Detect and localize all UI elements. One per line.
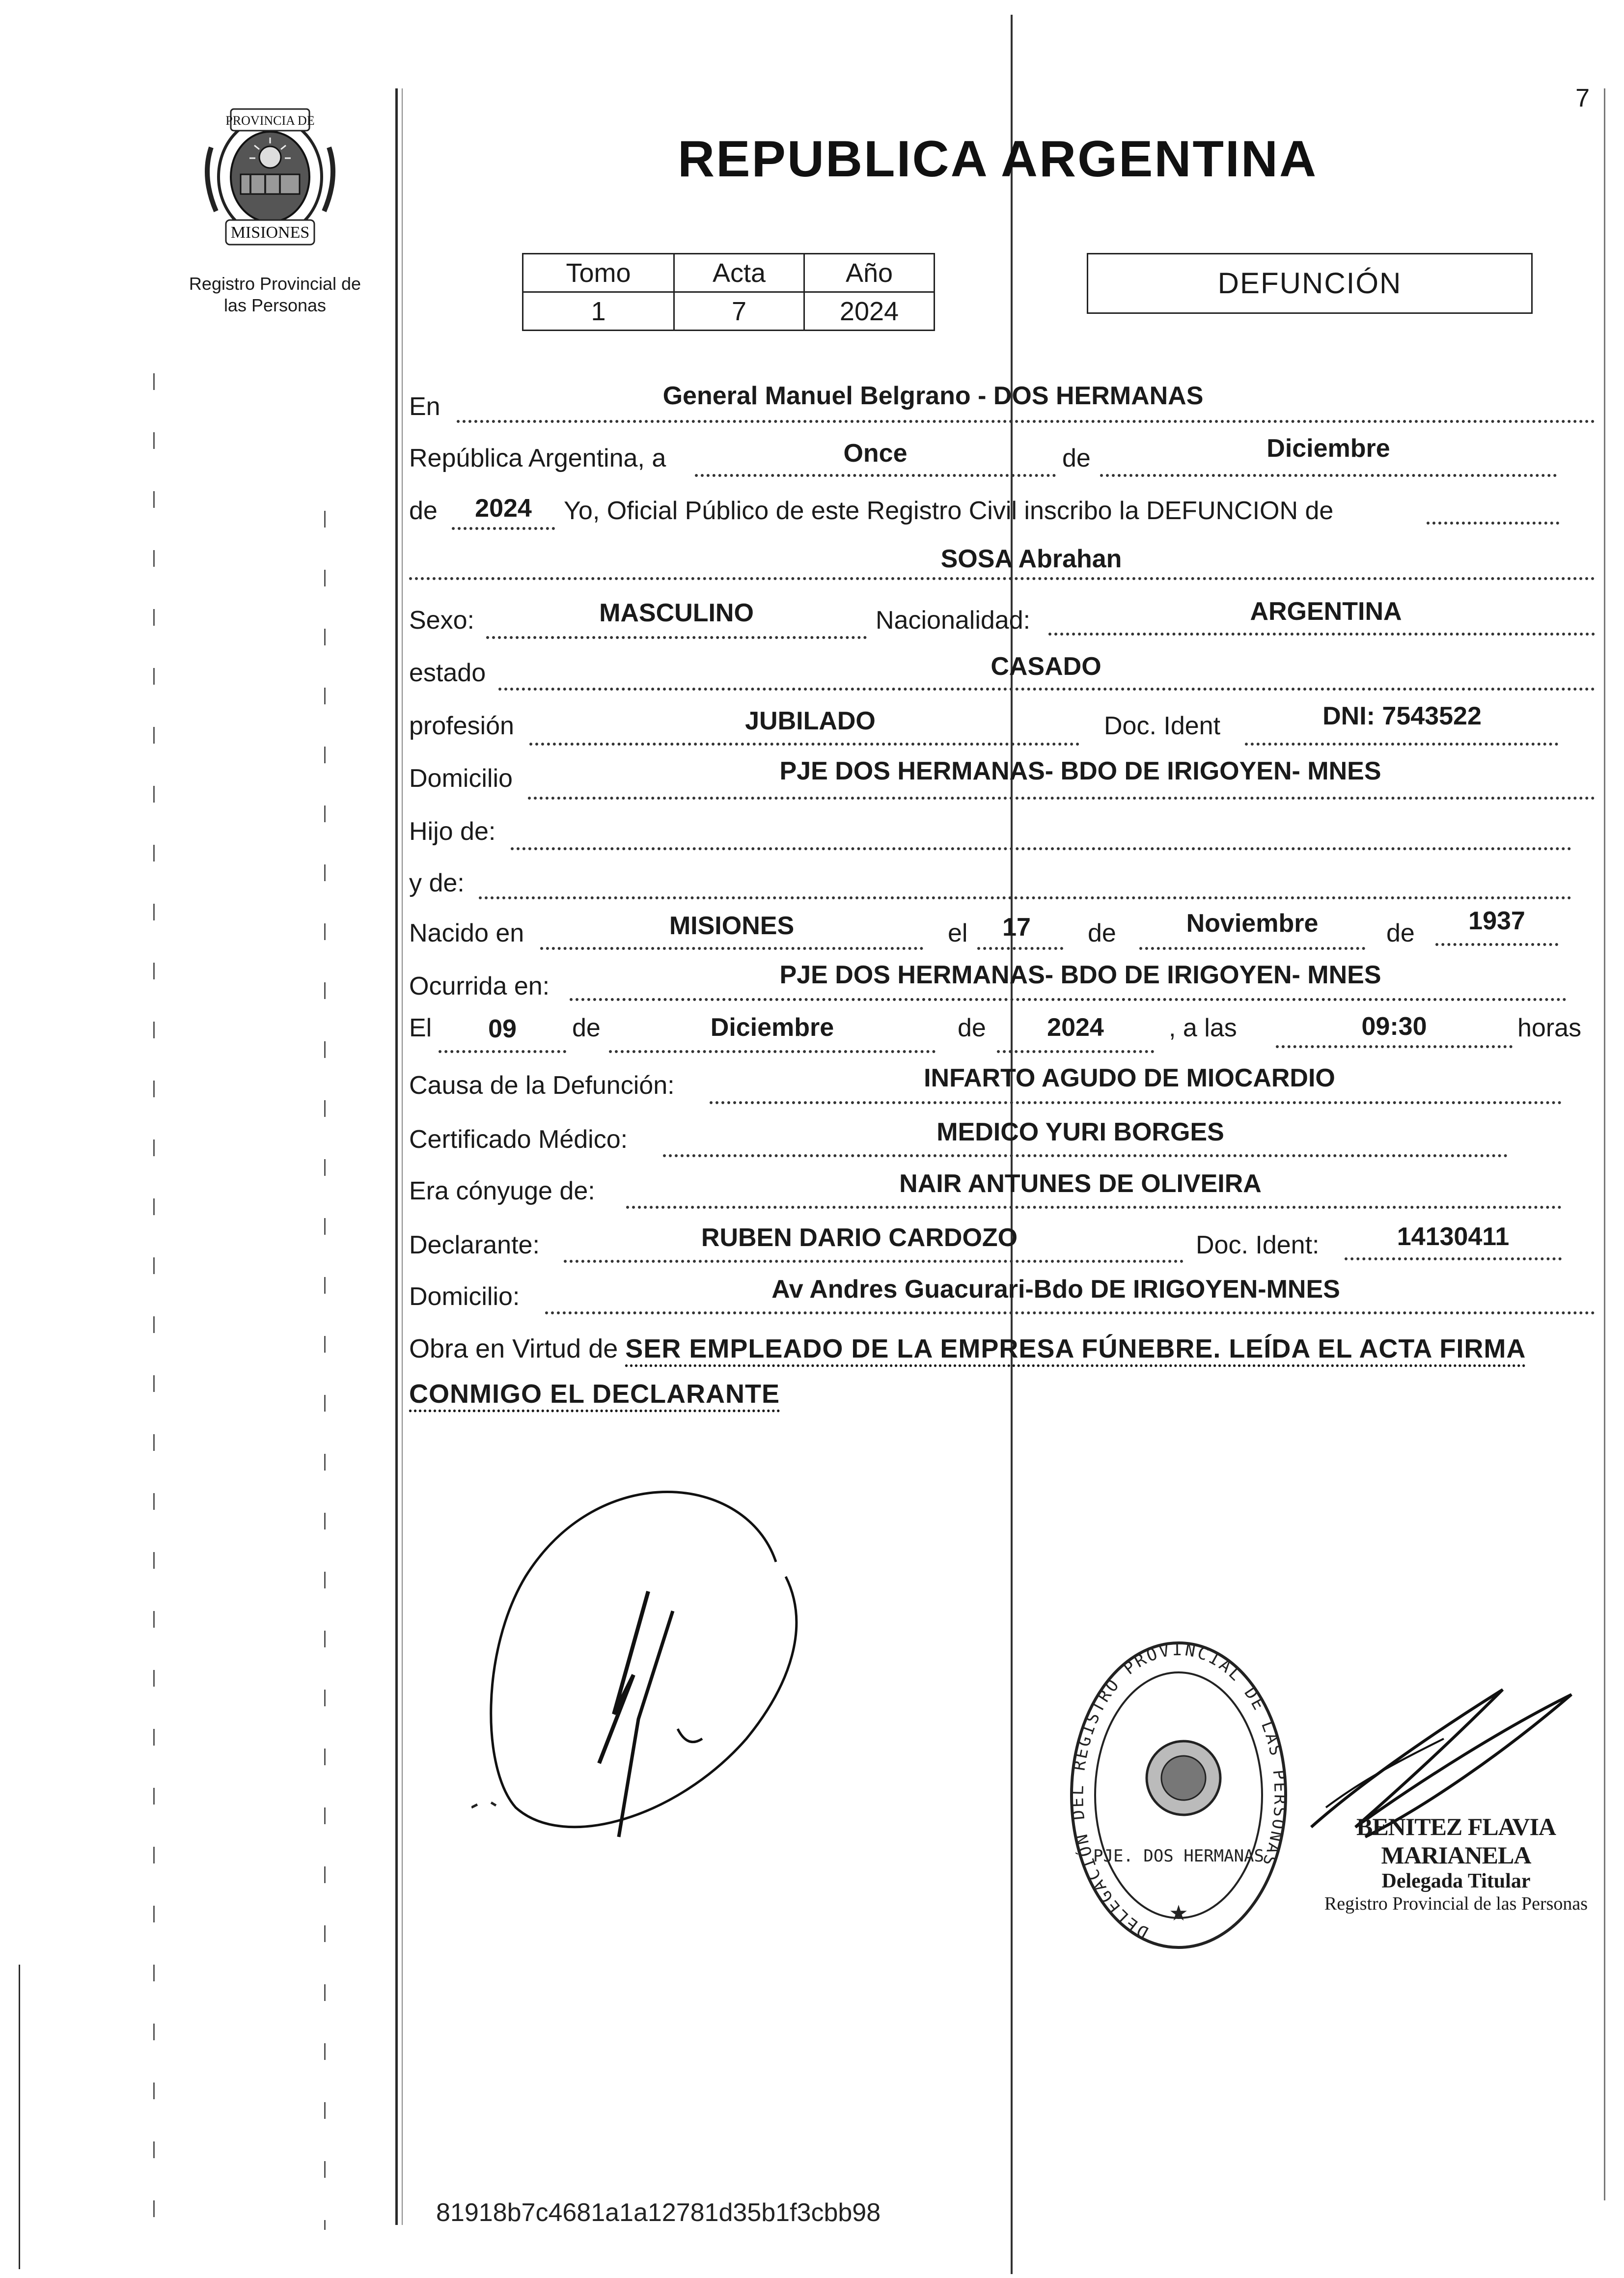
declarant-signature [471, 1464, 825, 1847]
nacido-year-value: 1937 [1468, 907, 1525, 935]
registry-label [167, 273, 383, 316]
year-line-text: Yo, Oficial Público de este Registro Civil inscribo la DEFUNCION de [564, 497, 1334, 525]
year-value: 2024 [475, 494, 532, 523]
official-name-block [1284, 1812, 1624, 1915]
year-line-trailing-dots [1427, 522, 1559, 525]
republica-de-label: de [1062, 444, 1091, 472]
fecha-time-value: 09:30 [1361, 1012, 1427, 1041]
y-de-dotted-line [479, 896, 1571, 899]
nacido-month-dotted-line [1139, 947, 1365, 950]
province-emblem-icon [196, 103, 344, 250]
fecha-alas-label: , a las [1169, 1014, 1237, 1042]
official-title: Delegada Titular [1381, 1870, 1531, 1892]
domicilio2-label: Domicilio: [409, 1282, 520, 1311]
svg-text:★: ★ [1169, 1901, 1188, 1925]
declarante-label: Declarante: [409, 1231, 540, 1259]
dashed-mark-left [153, 373, 155, 2240]
domicilio-value: PJE DOS HERMANAS- BDO DE IRIGOYEN- MNES [779, 757, 1381, 785]
hijo-de-label: Hijo de: [409, 817, 496, 846]
domicilio2-dotted-line [545, 1311, 1595, 1314]
year-dotted-line [452, 527, 555, 530]
profesion-dotted-line [529, 743, 1079, 746]
certificado-label: Certificado Médico: [409, 1125, 628, 1154]
sexo-dotted-line [486, 636, 867, 639]
fecha-time-dotted-line [1276, 1045, 1513, 1048]
left-edge-line [19, 1965, 20, 2269]
obra-value-line1: SER EMPLEADO DE LA EMPRESA FÚNEBRE. LEÍDA EL ACTA FIRMA [625, 1334, 1526, 1363]
domicilio2-value: Av Andres Guacurari-Bdo DE IRIGOYEN-MNES [771, 1275, 1340, 1304]
fecha-de2-label: de [958, 1014, 986, 1042]
nacido-year-dotted-line [1435, 943, 1558, 946]
declarante-doc-label: Doc. Ident: [1196, 1231, 1320, 1259]
republica-label: República Argentina, a [409, 444, 666, 472]
fecha-day-dotted-line [439, 1050, 566, 1053]
fecha-de1-label: de [572, 1014, 601, 1042]
nacido-month-value: Noviembre [1186, 909, 1319, 938]
svg-text:PROVINCIA DE: PROVINCIA DE [225, 113, 315, 128]
fecha-el-label: El [409, 1014, 432, 1042]
hijo-de-dotted-line [511, 847, 1571, 850]
domicilio-label: Domicilio [409, 764, 513, 793]
header-acta: Acta [674, 254, 804, 292]
conyuge-dotted-line [626, 1206, 1562, 1209]
profesion-label: profesión [409, 712, 514, 740]
nacido-place-value: MISIONES [669, 912, 795, 940]
value-acta: 7 [674, 292, 804, 331]
republica-day-value: Once [843, 439, 908, 468]
obra-value-line2: CONMIGO EL DECLARANTE [409, 1379, 780, 1409]
deceased-name-value: SOSA Abrahan [940, 545, 1122, 573]
nacido-el-label: el [948, 919, 968, 947]
nacido-day-value: 17 [1002, 913, 1031, 942]
fecha-month-value: Diciembre [710, 1013, 834, 1042]
ocurrida-dotted-line [570, 998, 1567, 1001]
value-tomo: 1 [523, 292, 674, 331]
domicilio-dotted-line [528, 797, 1595, 800]
en-value: General Manuel Belgrano - DOS HERMANAS [662, 382, 1204, 410]
en-dotted-line [457, 420, 1595, 423]
conyuge-label: Era cónyuge de: [409, 1177, 595, 1205]
sexo-value: MASCULINO [599, 599, 754, 627]
nacido-de1-label: de [1088, 919, 1116, 947]
declarante-doc-value: 14130411 [1397, 1222, 1510, 1251]
causa-dotted-line [710, 1101, 1562, 1104]
fecha-year-dotted-line [997, 1050, 1154, 1053]
fecha-year-value: 2024 [1047, 1013, 1104, 1042]
official-name: BENITEZ FLAVIA MARIANELA [1356, 1813, 1556, 1869]
nacido-de2-label: de [1386, 919, 1415, 947]
declarante-value: RUBEN DARIO CARDOZO [701, 1223, 1018, 1252]
conyuge-value: NAIR ANTUNES DE OLIVEIRA [899, 1169, 1262, 1198]
official-registry: Registro Provincial de las Personas [1324, 1893, 1588, 1914]
y-de-label: y de: [409, 869, 465, 897]
deceased-dotted-line [409, 577, 1595, 580]
margin-rule [395, 88, 398, 2225]
estado-label: estado [409, 659, 486, 687]
page-number: 7 [1575, 84, 1590, 112]
causa-label: Causa de la Defunción: [409, 1071, 675, 1100]
estado-value: CASADO [991, 652, 1101, 681]
registry-label-line2: las Personas [223, 295, 327, 315]
en-label: En [409, 392, 440, 421]
ocurrida-value: PJE DOS HERMANAS- BDO DE IRIGOYEN- MNES [779, 961, 1381, 989]
estado-dotted-line [498, 688, 1595, 691]
document-hash: 81918b7c4681a1a12781d35b1f3cbb98 [436, 2198, 881, 2227]
nacionalidad-value: ARGENTINA [1250, 597, 1402, 626]
doc-ident-label: Doc. Ident [1104, 712, 1221, 740]
fecha-month-dotted-line [609, 1050, 936, 1053]
ocurrida-label: Ocurrida en: [409, 972, 550, 1000]
profesion-value: JUBILADO [745, 707, 876, 735]
certificado-value: MEDICO YURI BORGES [936, 1118, 1224, 1146]
nacido-label: Nacido en [409, 919, 524, 947]
causa-value: INFARTO AGUDO DE MIOCARDIO [924, 1064, 1335, 1092]
fecha-horas-label: horas [1517, 1014, 1582, 1042]
republica-month-dotted-line [1100, 474, 1557, 477]
obra-paragraph [409, 1326, 1602, 1417]
record-table-header [523, 254, 935, 292]
nacido-place-dotted-line [540, 947, 923, 950]
declarante-dotted-line [564, 1260, 1184, 1263]
year-de-label: de [409, 497, 438, 525]
record-table [522, 253, 935, 331]
svg-text:DELEGACIÓN DEL REGISTRO PROVIN: DELEGACIÓN DEL REGISTRO PROVINCIAL DE LAS PERSONAS [1068, 1639, 1290, 1942]
certificado-dotted-line [663, 1154, 1508, 1157]
nacionalidad-label: Nacionalidad: [876, 606, 1031, 635]
record-type-box: DEFUNCIÓN [1087, 253, 1533, 314]
margin-rule-thin [402, 88, 403, 2225]
declarante-doc-dotted-line [1345, 1257, 1562, 1260]
country-title: REPUBLICA ARGENTINA [678, 131, 1318, 188]
fecha-day-value: 09 [488, 1015, 517, 1043]
sexo-label: Sexo: [409, 606, 474, 635]
registry-label-line1: Registro Provincial de [189, 274, 361, 294]
dashed-mark-mid [324, 511, 326, 2230]
svg-text:PJE. DOS HERMANAS: PJE. DOS HERMANAS [1093, 1846, 1264, 1866]
svg-text:MISIONES: MISIONES [230, 223, 310, 242]
doc-ident-dotted-line [1245, 743, 1558, 746]
nacionalidad-dotted-line [1048, 633, 1595, 636]
nacido-day-dotted-line [977, 947, 1063, 950]
republica-day-dotted-line [695, 474, 1056, 477]
record-table-values [523, 292, 935, 331]
header-tomo: Tomo [523, 254, 674, 292]
value-ano: 2024 [804, 292, 935, 331]
obra-label: Obra en Virtud de [409, 1334, 618, 1363]
official-seal-stamp [1066, 1631, 1292, 1955]
header-ano: Año [804, 254, 935, 292]
republica-month-value: Diciembre [1266, 434, 1390, 463]
doc-ident-value: DNI: 7543522 [1322, 702, 1482, 730]
